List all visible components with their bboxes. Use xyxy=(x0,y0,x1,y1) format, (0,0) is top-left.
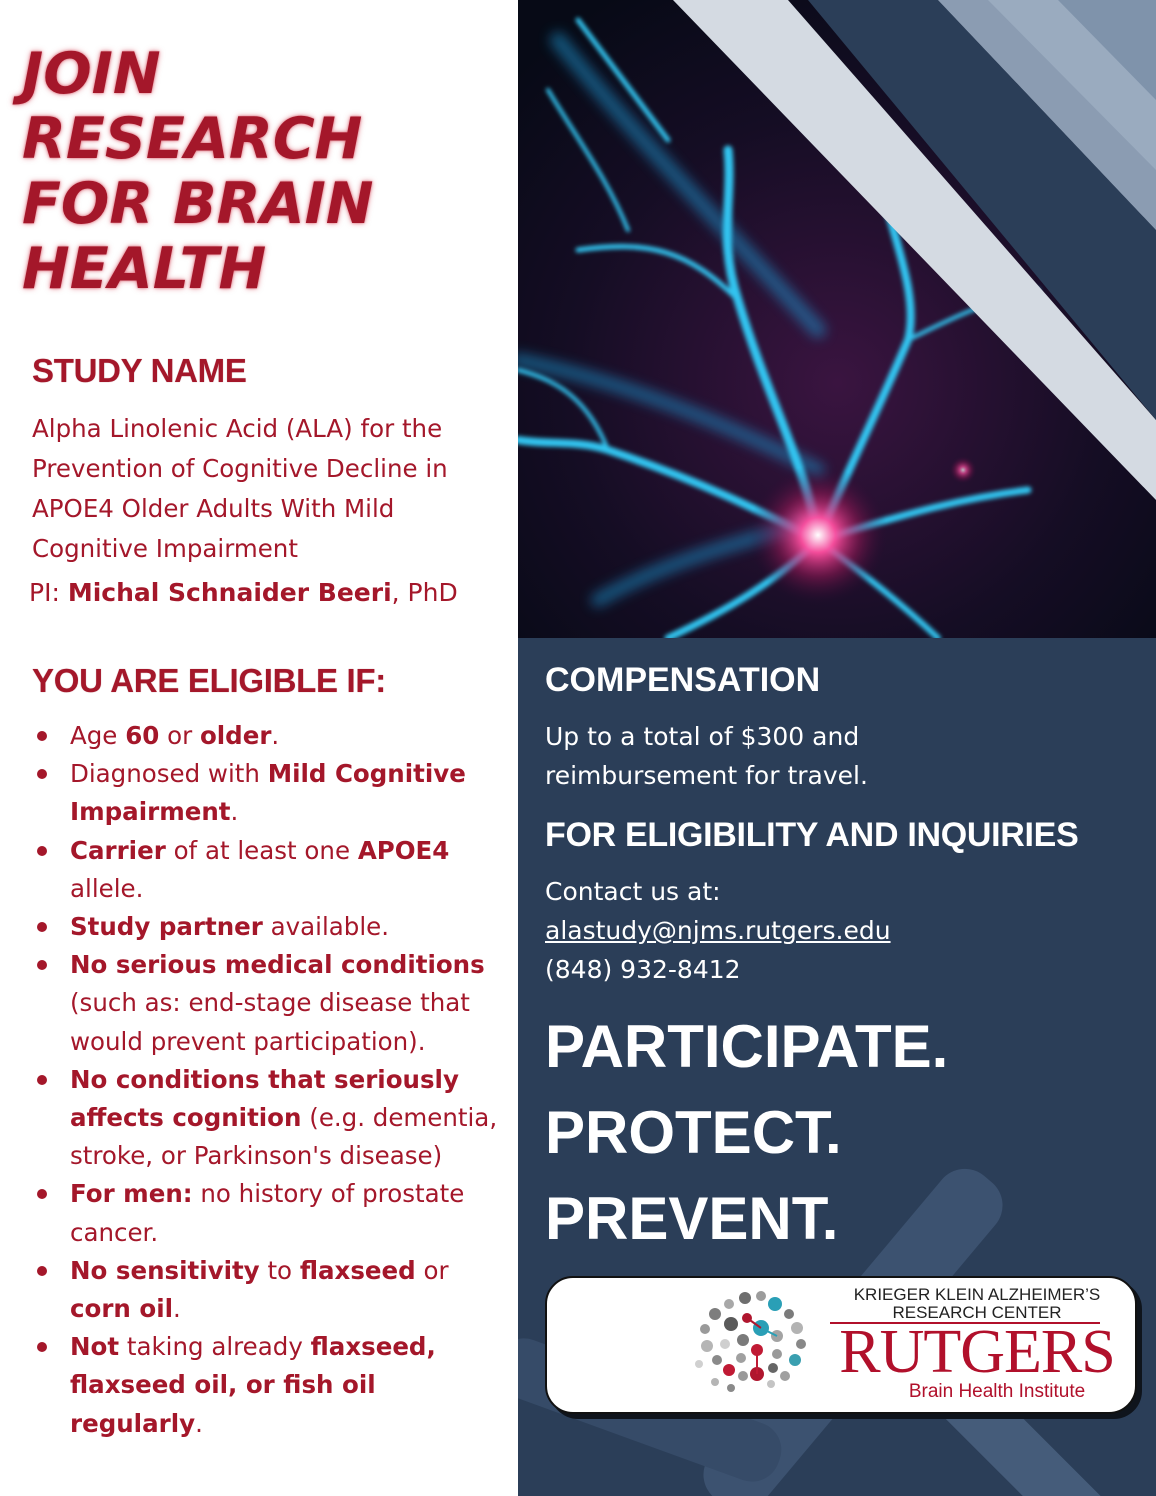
bullet-icon xyxy=(37,960,47,970)
eligibility-text: no history of prostate cancer. xyxy=(70,1179,465,1247)
eligibility-text: of at least one xyxy=(165,835,358,865)
eligibility-item xyxy=(33,1175,515,1251)
org-name-line-2: RESEARCH CENTER xyxy=(892,1303,1062,1322)
eligibility-heading: YOU ARE ELIGIBLE IF: xyxy=(32,662,386,699)
eligibility-text: . xyxy=(271,721,280,750)
org-name-line-1: KRIEGER KLEIN ALZHEIMER’S xyxy=(853,1285,1101,1304)
eligibility-emphasis: Not xyxy=(70,1332,120,1362)
bullet-icon xyxy=(37,1342,47,1352)
inquiries-heading: FOR ELIGIBILITY AND INQUIRIES xyxy=(545,816,1079,854)
eligibility-item xyxy=(33,1252,515,1328)
eligibility-item xyxy=(33,946,515,1061)
slogan-line: PROTECT. xyxy=(545,1099,842,1166)
bullet-icon xyxy=(37,769,47,779)
eligibility-text: Diagnosed with xyxy=(70,759,268,789)
eligibility-emphasis: Mild Cognitive Impairment xyxy=(70,759,466,827)
slogan-line: PREVENT. xyxy=(545,1185,839,1252)
bullet-icon xyxy=(37,922,47,932)
eligibility-item xyxy=(33,1328,515,1443)
eligibility-item xyxy=(33,908,515,946)
left-column xyxy=(0,0,518,1496)
eligibility-emphasis: No conditions that seriously affects cognition xyxy=(70,1064,459,1133)
eligibility-text: allele. xyxy=(70,873,144,903)
eligibility-text: (e.g. dementia, stroke, or Parkinson's disease) xyxy=(70,1103,498,1171)
rutgers-wordmark: RUTGERS xyxy=(839,1318,1115,1386)
headline-line: FOR BRAIN xyxy=(22,171,374,237)
headline xyxy=(22,42,374,302)
bullet-icon xyxy=(37,1075,47,1085)
eligibility-text: (such as: end-stage disease that would prevent participation). xyxy=(70,988,470,1056)
eligibility-emphasis: No sensitivity xyxy=(70,1255,260,1285)
headline-line: RESEARCH xyxy=(22,106,363,172)
eligibility-item xyxy=(33,832,515,908)
eligibility-emphasis: 60 xyxy=(125,721,160,750)
eligibility-emphasis: Carrier xyxy=(70,835,166,865)
eligibility-text: . xyxy=(230,797,239,827)
eligibility-emphasis: Study partner xyxy=(70,912,263,942)
eligibility-emphasis: APOE4 xyxy=(357,835,450,865)
contact-phone: (848) 932-8412 xyxy=(545,955,741,984)
eligibility-text: . xyxy=(173,1294,181,1324)
bullet-icon xyxy=(37,846,47,856)
pi-suffix: , PhD xyxy=(391,578,458,607)
contact-label: Contact us at: xyxy=(545,877,721,906)
compensation-heading: COMPENSATION xyxy=(545,661,821,699)
bullet-icon xyxy=(37,731,47,741)
eligibility-emphasis: corn oil xyxy=(70,1294,174,1324)
bullet-icon xyxy=(37,1189,47,1199)
headline-line: JOIN xyxy=(22,41,161,107)
eligibility-emphasis: For men: xyxy=(70,1179,193,1209)
eligibility-emphasis: No serious medical conditions xyxy=(70,950,485,980)
eligibility-emphasis: older xyxy=(199,721,272,750)
eligibility-emphasis: flaxseed, flaxseed oil, or fish oil regularly xyxy=(70,1332,436,1438)
brain-dots-icon xyxy=(685,1284,825,1404)
eligibility-emphasis: flaxseed xyxy=(299,1255,416,1285)
eligibility-text: Age xyxy=(70,721,126,750)
pi-name: Michal Schnaider Beeri xyxy=(67,578,392,607)
study-name-heading: STUDY NAME xyxy=(32,352,247,389)
org-name xyxy=(827,1286,1127,1322)
compensation-text: Up to a total of $300 and reimbursement for travel. xyxy=(545,722,868,790)
eligibility-text: . xyxy=(195,1408,203,1438)
contact-email-link[interactable]: alastudy@njms.rutgers.edu xyxy=(545,916,891,945)
pi-label: PI: xyxy=(29,578,68,607)
contact-email-line xyxy=(545,911,891,950)
institute-name: Brain Health Institute xyxy=(908,1381,1086,1402)
eligibility-text: available. xyxy=(262,912,390,942)
eligibility-text: to xyxy=(259,1255,300,1285)
slogan-line: PARTICIPATE. xyxy=(545,1013,949,1080)
principal-investigator xyxy=(29,578,458,607)
eligibility-item xyxy=(33,717,515,755)
rutgers-logo-card xyxy=(545,1276,1137,1414)
eligibility-text: or xyxy=(415,1255,449,1285)
eligibility-list xyxy=(33,717,515,1443)
bullet-icon xyxy=(37,1266,47,1276)
eligibility-item xyxy=(33,755,515,831)
eligibility-text: or xyxy=(159,721,200,750)
eligibility-item xyxy=(33,1061,515,1176)
eligibility-text: taking already xyxy=(119,1332,311,1362)
study-name-text: Alpha Linolenic Acid (ALA) for the Prevention of Cognitive Decline in APOE4 Older Adults With Mild Cognitive Impairment xyxy=(32,414,448,563)
slogan xyxy=(545,1004,948,1262)
headline-line: HEALTH xyxy=(22,236,267,302)
